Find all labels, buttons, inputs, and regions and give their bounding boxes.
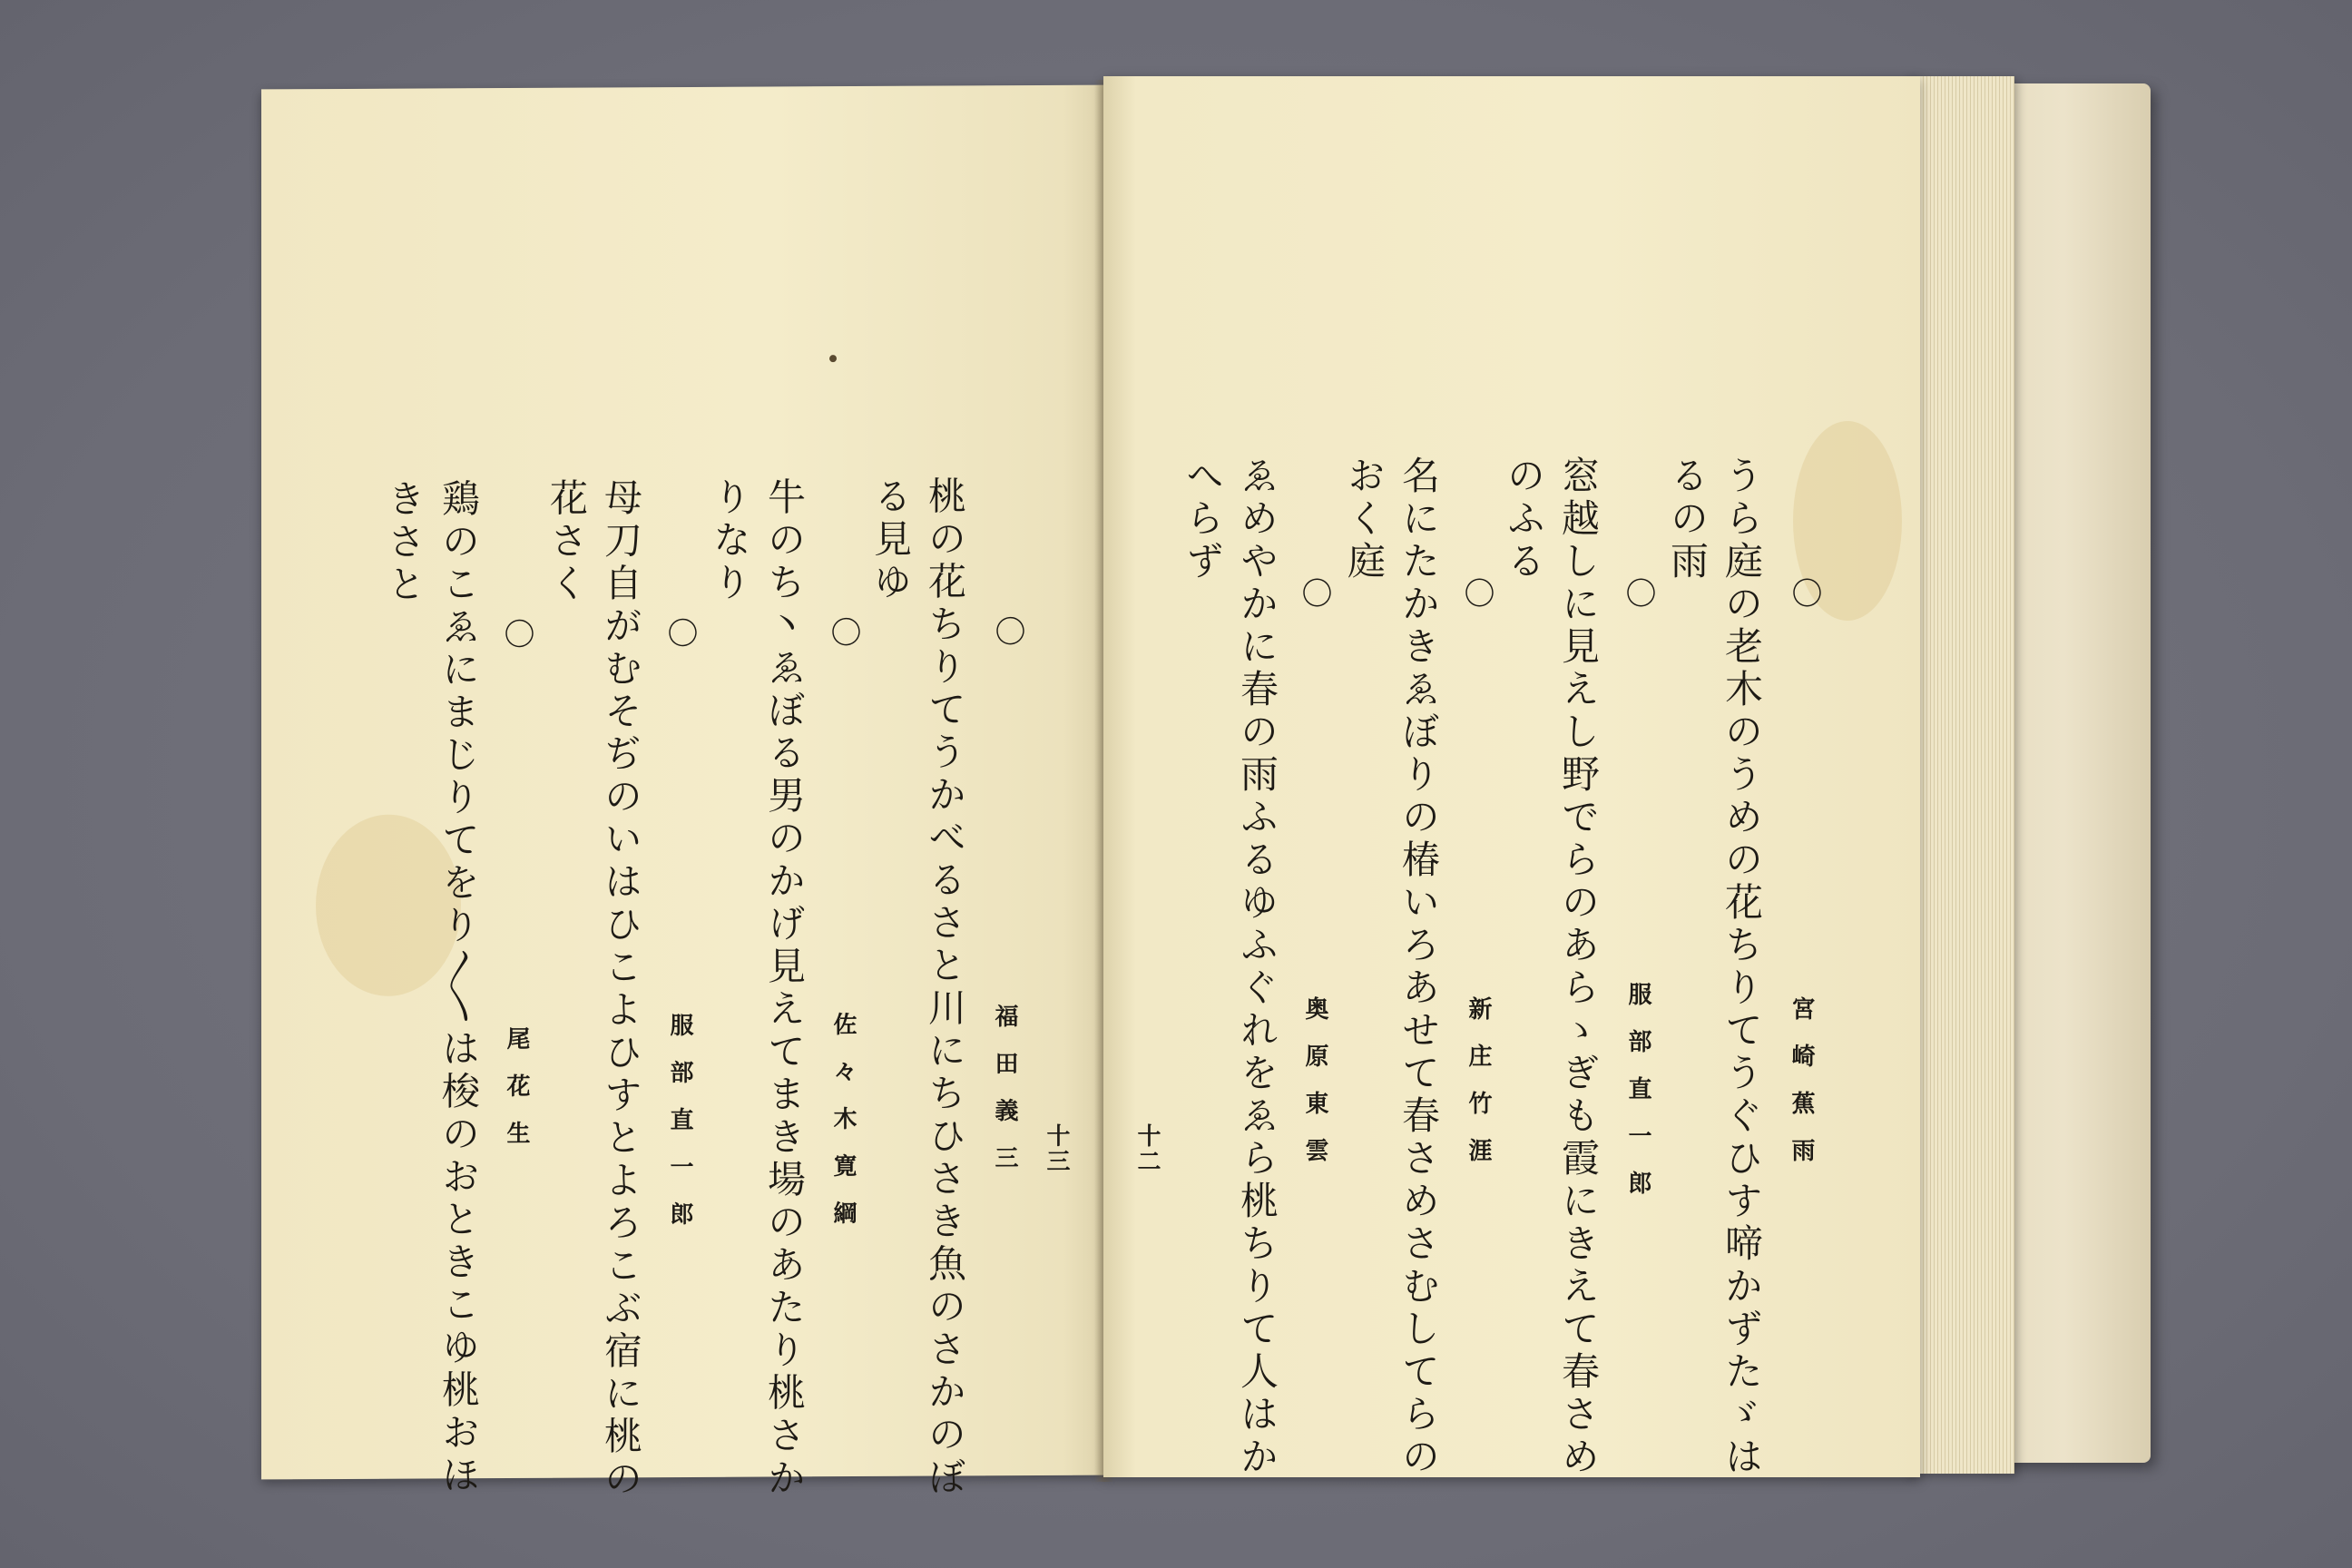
l-author-3: 服部直一郎 xyxy=(666,1012,693,1250)
poem-divider-mark: 〇 xyxy=(1786,577,1822,612)
poem-divider-mark: 〇 xyxy=(1458,577,1494,612)
page-number-right: 十二 xyxy=(1133,1123,1161,1174)
page-edge-stack xyxy=(1906,76,2014,1474)
poem-divider-mark: 〇 xyxy=(825,615,861,652)
r-col-3: 窓越しに見えし野でらのあらゝぎも霞にきえて春さめ xyxy=(1556,456,1601,1479)
r-author-3: 新庄竹涯 xyxy=(1465,996,1492,1185)
r-col-6: おく庭 xyxy=(1342,456,1387,583)
l-author-2: 佐々木寛綱 xyxy=(829,1011,857,1249)
r-author-4: 奥原東雲 xyxy=(1301,996,1328,1185)
poem-divider-mark: 〇 xyxy=(498,617,534,654)
ink-fleck xyxy=(829,355,837,362)
l-author-4: 尾花生 xyxy=(503,1025,530,1169)
r-author-1: 宮崎蕉雨 xyxy=(1788,996,1815,1185)
l-col-1: 桃の花ちりてうかべるさと川にちひさき魚のさかのぼ xyxy=(923,475,967,1500)
r-col-8: へらず xyxy=(1181,456,1225,583)
l-col-3: 牛のち丶ゑぼる男のかげ見えてまき場のあたり桃さか xyxy=(762,476,807,1501)
l-col-5: 母刀自がむそぢのいはひこよひすとよろこぶ宿に桃の xyxy=(599,477,643,1502)
r-col-4: のふる xyxy=(1502,456,1546,583)
l-col-7: 鶏のこゑにまじりてをり〳〵は梭のおときこゆ桃おほ xyxy=(436,478,481,1498)
r-col-7: ゑめやかに春の雨ふるゆふぐれをゑら桃ちりて人はか xyxy=(1235,456,1279,1479)
right-page xyxy=(1103,76,1920,1477)
poem-divider-mark: 〇 xyxy=(1296,577,1332,612)
l-col-2: る見ゆ xyxy=(868,475,913,604)
l-col-6: 花さく xyxy=(544,477,589,606)
l-col-8: きさと xyxy=(382,478,426,607)
poem-divider-mark: 〇 xyxy=(662,616,698,653)
l-author-1: 福田義三 xyxy=(991,1004,1018,1193)
r-col-2: るの雨 xyxy=(1665,456,1710,583)
page-number-left: 十三 xyxy=(1043,1122,1070,1174)
l-col-4: りなり xyxy=(708,476,752,605)
r-col-1: うら庭の老木のうめの花ちりてうぐひす啼かずたゞは xyxy=(1720,456,1764,1479)
poem-divider-mark: 〇 xyxy=(989,615,1025,652)
r-col-5: 名にたかきゑぼりの椿いろあせて春さめさむしてらの xyxy=(1396,456,1441,1479)
left-page xyxy=(261,85,1105,1502)
poem-divider-mark: 〇 xyxy=(1620,577,1656,612)
r-author-2: 服部直一郎 xyxy=(1624,982,1651,1218)
